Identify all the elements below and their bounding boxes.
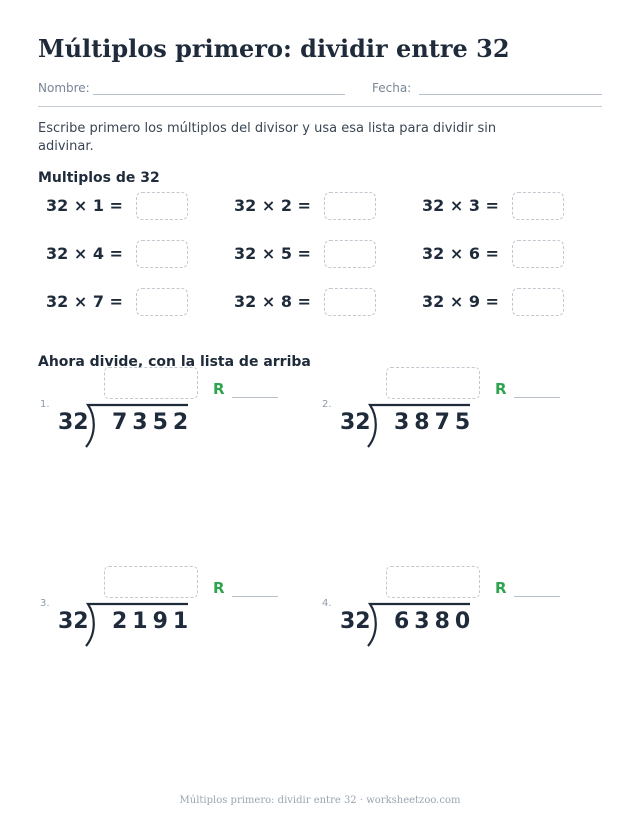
remainder-answer-line[interactable] (232, 397, 278, 398)
multiple-answer-box[interactable] (324, 192, 376, 220)
date-field[interactable] (419, 94, 602, 95)
dividend: 3875 (394, 410, 476, 435)
quotient-answer-box[interactable] (104, 566, 198, 598)
division-section-title: Ahora divide, con la lista de arriba (38, 354, 311, 370)
multiple-expression: 32 × 4 = (46, 244, 123, 263)
problem-number: 3. (40, 598, 50, 609)
multiple-expression: 32 × 2 = (234, 196, 311, 215)
remainder-label: R (495, 579, 507, 597)
multiple-expression: 32 × 6 = (422, 244, 499, 263)
dividend: 7352 (112, 410, 194, 435)
multiple-answer-box[interactable] (512, 192, 564, 220)
divisor: 32 (58, 410, 89, 435)
multiple-answer-box[interactable] (136, 240, 188, 268)
page-title: Múltiplos primero: dividir entre 32 (38, 34, 510, 63)
multiple-answer-box[interactable] (512, 288, 564, 316)
page-footer: Múltiplos primero: dividir entre 32 · worksheetzoo.com (179, 795, 461, 806)
name-label: Nombre: (38, 81, 90, 95)
multiples-section-title: Multiplos de 32 (38, 170, 160, 186)
instructions-text: Escribe primero los múltiplos del divisor y usa esa lista para dividir sin adivinar. (38, 121, 497, 154)
divisor: 32 (58, 609, 89, 634)
dividend: 6380 (394, 609, 476, 634)
divisor: 32 (340, 609, 371, 634)
multiple-answer-box[interactable] (324, 288, 376, 316)
division-problem-1 (38, 367, 288, 457)
multiple-expression: 32 × 8 = (234, 292, 311, 311)
problem-number: 2. (322, 399, 332, 410)
remainder-label: R (495, 380, 507, 398)
division-problem-2 (320, 367, 570, 457)
remainder-label: R (213, 380, 225, 398)
quotient-answer-box[interactable] (386, 566, 480, 598)
multiple-answer-box[interactable] (136, 288, 188, 316)
multiple-expression: 32 × 3 = (422, 196, 499, 215)
multiple-answer-box[interactable] (324, 240, 376, 268)
multiple-expression: 32 × 5 = (234, 244, 311, 263)
dividend: 2191 (112, 609, 194, 634)
problem-number: 1. (40, 399, 50, 410)
remainder-answer-line[interactable] (514, 397, 560, 398)
remainder-label: R (213, 579, 225, 597)
multiple-expression: 32 × 9 = (422, 292, 499, 311)
multiple-expression: 32 × 7 = (46, 292, 123, 311)
division-problem-4 (320, 566, 570, 656)
division-problem-3 (38, 566, 288, 656)
remainder-answer-line[interactable] (232, 596, 278, 597)
remainder-answer-line[interactable] (514, 596, 560, 597)
date-label: Fecha: (372, 81, 412, 95)
quotient-answer-box[interactable] (386, 367, 480, 399)
multiple-answer-box[interactable] (136, 192, 188, 220)
name-field[interactable] (93, 94, 345, 95)
problem-number: 4. (322, 598, 332, 609)
header-divider (38, 106, 602, 107)
multiple-answer-box[interactable] (512, 240, 564, 268)
quotient-answer-box[interactable] (104, 367, 198, 399)
multiple-expression: 32 × 1 = (46, 196, 123, 215)
divisor: 32 (340, 410, 371, 435)
